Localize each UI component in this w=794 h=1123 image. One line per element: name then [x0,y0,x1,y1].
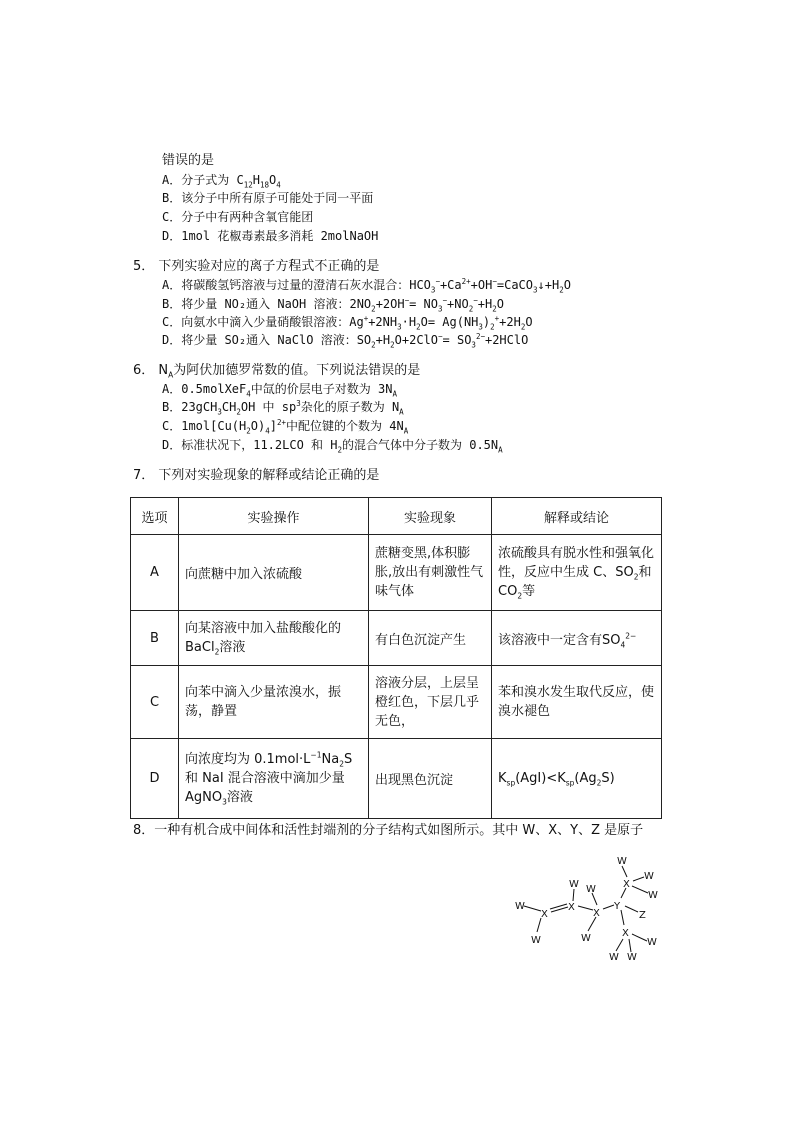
conclusion-cell: 苯和溴水发生取代反应，使溴水褪色 [492,666,662,739]
atom-w: W [648,890,658,901]
atom-x: X [568,902,575,913]
q4-option-d: D．1mol 花椒毒素最多消耗 2molNaOH [162,229,379,243]
operation-cell: 向某溶液中加入盐酸酸化的 BaCl$_2$溶液 [179,611,369,666]
atom-w: W [586,884,596,895]
phenomenon-cell: 蔗糖变黑,体积膨胀,放出有刺激性气味气体 [369,535,492,611]
header-option: 选项 [131,498,179,535]
q8-stem: 8．一种有机合成中间体和活性封端剂的分子结构式如图所示。其中 W、X、Y、Z 是原子 [133,823,644,838]
atom-w: W [627,952,637,963]
header-phenomenon: 实验现象 [369,498,492,535]
atom-w: W [647,937,657,948]
atom-y: Y [614,901,621,912]
operation-cell: 向浓度均为 $0.1mol\cdot L^{-1}Na_2S$ 和 NaI 混合溶液中滴加少量 AgNO$_3$溶液 [179,739,369,819]
table-row [131,611,662,666]
conclusion-cell: 浓硫酸具有脱水性和强氧化性，反应中生成 C、$SO_2$和 $CO_2$等 [492,535,662,611]
q5-option-d: D．将少量 SO₂通入 NaClO 溶液：$SO_2+H_2O+2ClO^-=$ $SO_3^{2-}+2HClO$ [162,332,529,350]
atom-w: W [569,879,579,890]
row-label: B [131,611,179,666]
q4-option-a: A．分子式为 $C_{12}H_{18}O_4$ [162,173,281,190]
atom-x: X [622,928,629,939]
atom-z: Z [639,910,646,921]
q6-option-c: C．$1mol[Cu(H_2O)_4]^{2+}$中配位键的个数为 $4N_A$ [162,418,409,436]
row-label: A [131,535,179,611]
atom-w: W [581,933,591,944]
row-label: C [131,666,179,739]
header-operation: 实验操作 [179,498,369,535]
atom-x: X [541,909,548,920]
operation-cell: 向苯中滴入少量浓溴水，振荡，静置 [179,666,369,739]
q6-option-d: D．标准状况下，11.2LCO 和 $H_2$的混合气体中分子数为 $0.5N_A$ [162,438,503,455]
atom-x: X [623,879,630,890]
q6-stem: 6． $N_A$为阿伏加德罗常数的值。下列说法错误的是 [133,363,421,380]
q4-option-b: B．该分子中所有原子可能处于同一平面 [162,191,374,205]
table-header-row [131,498,662,535]
row-label: D [131,739,179,819]
operation-cell: 向蔗糖中加入浓硫酸 [179,535,369,611]
experiment-table [130,497,662,819]
atom-w: W [644,871,654,882]
q5-option-c: C．向氨水中滴入少量硝酸银溶液：$Ag^++2NH_3\cdot H_2O= Ag(NH_3)_2^++2H_2O$ [162,314,533,332]
q4-stem-tail: 错误的是 [162,153,215,168]
atom-x: X [593,908,600,919]
atom-w: W [617,856,627,867]
table-row [131,739,662,819]
conclusion-cell: 该溶液中一定含有$SO_4^{2-}$ [492,611,662,666]
conclusion-cell: $K_{sp}(AgI)<K_{sp}(Ag_2S)$ [492,739,662,819]
phenomenon-cell: 出现黑色沉淀 [369,739,492,819]
phenomenon-cell: 有白色沉淀产生 [369,611,492,666]
q5-option-b: B．将少量 NO₂通入 NaOH 溶液：$2NO_2+2OH^-= NO_3^-+NO_2^-+H_2O$ [162,296,504,314]
q5-option-a: A．将碳酸氢钙溶液与过量的澄清石灰水混合：$HCO_3^-+Ca^{2+}+OH^-=CaCO_3↓+H_2O$ [162,277,571,295]
q6-option-b: B．$23gCH_3CH_2OH$ 中 $sp^3$杂化的原子数为 $N_A$ [162,399,404,417]
atom-w: W [609,952,619,963]
q7-stem: 7． 下列对实验现象的解释或结论正确的是 [133,468,380,483]
header-conclusion: 解释或结论 [492,498,662,535]
atom-w: W [515,901,525,912]
table-row [131,535,662,611]
atom-w: W [531,935,541,946]
q4-option-c: C．分子中有两种含氧官能团 [162,210,314,224]
q6-option-a: A．0.5molXeF$_4$中氙的价层电子对数为 $3N_A$ [162,382,397,399]
q5-stem: 5． 下列实验对应的离子方程式不正确的是 [133,259,380,274]
table-row [131,666,662,739]
phenomenon-cell: 溶液分层，上层呈橙红色，下层几乎无色， [369,666,492,739]
molecular-structure-diagram [505,848,675,966]
